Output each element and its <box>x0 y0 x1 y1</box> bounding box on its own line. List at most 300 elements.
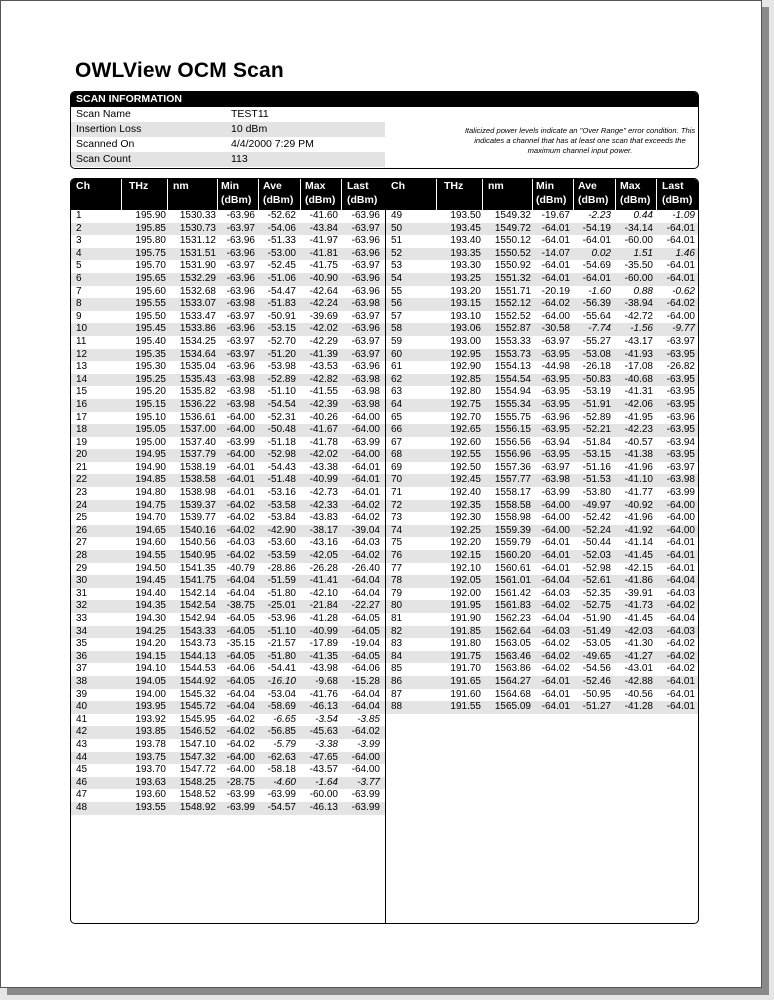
cell-max: -42.06 <box>624 398 653 410</box>
cell-thz: 193.15 <box>450 298 481 310</box>
cell-ch: 53 <box>391 260 403 272</box>
cell-min: -64.01 <box>226 474 255 486</box>
cell-ch: 83 <box>391 638 403 650</box>
cell-nm: 1547.10 <box>179 738 216 750</box>
cell-min: -64.02 <box>541 298 570 310</box>
table-row <box>71 537 385 550</box>
cell-nm: 1558.98 <box>494 512 531 524</box>
table-row <box>71 487 385 500</box>
table-row <box>71 449 385 462</box>
cell-ave: -51.18 <box>267 436 296 448</box>
cell-ch: 10 <box>76 323 88 335</box>
table-row <box>386 600 699 613</box>
cell-min: -64.02 <box>226 524 255 536</box>
cell-max: -41.77 <box>624 487 653 499</box>
table-row <box>386 613 699 626</box>
table-row <box>386 248 699 261</box>
cell-ch: 33 <box>76 613 88 624</box>
cell-thz: 195.80 <box>135 235 166 247</box>
cell-last: -64.02 <box>351 512 380 524</box>
cell-thz: 192.50 <box>450 461 481 473</box>
cell-thz: 191.90 <box>450 613 481 624</box>
table-row <box>71 223 385 236</box>
cell-last: -63.96 <box>666 411 695 423</box>
cell-min: -19.67 <box>541 210 570 221</box>
cell-min: -14.07 <box>541 247 570 259</box>
table-row <box>71 412 385 425</box>
cell-ave: -51.10 <box>267 386 296 398</box>
cell-ch: 37 <box>76 663 88 675</box>
cell-ave: -53.58 <box>267 499 296 511</box>
table-row <box>71 361 385 374</box>
table-row <box>71 298 385 311</box>
table-row <box>386 336 699 349</box>
cell-last: -63.95 <box>666 386 695 398</box>
cell-last: -63.99 <box>351 789 380 801</box>
cell-last: -64.02 <box>666 650 695 662</box>
cell-ch: 51 <box>391 235 403 247</box>
cell-ave: -54.56 <box>582 663 611 675</box>
table-row <box>71 273 385 286</box>
table-row <box>386 537 699 550</box>
cell-min: -20.19 <box>541 285 570 297</box>
cell-max: -35.50 <box>624 260 653 272</box>
cell-thz: 193.60 <box>135 789 166 801</box>
cell-last: -64.00 <box>351 764 380 776</box>
cell-min: -63.95 <box>541 424 570 436</box>
info-row-scan-count <box>71 152 385 167</box>
cell-thz: 191.75 <box>450 650 481 662</box>
column-header-thz: THz <box>444 180 464 192</box>
cell-ch: 42 <box>76 726 88 738</box>
cell-min: -64.01 <box>541 701 570 713</box>
cell-last: -63.97 <box>666 461 695 473</box>
cell-min: -64.01 <box>541 675 570 687</box>
cell-ave: -51.80 <box>267 650 296 662</box>
cell-thz: 192.70 <box>450 411 481 423</box>
cell-ch: 12 <box>76 348 88 360</box>
cell-thz: 194.50 <box>135 562 166 574</box>
cell-ch: 88 <box>391 701 403 713</box>
cell-last: -64.01 <box>351 487 380 499</box>
cell-max: -46.13 <box>309 801 338 813</box>
cell-last: -64.01 <box>666 537 695 549</box>
table-row <box>71 323 385 336</box>
cell-ch: 24 <box>76 499 88 511</box>
cell-min: -64.02 <box>541 638 570 650</box>
cell-thz: 193.95 <box>135 701 166 713</box>
cell-ave: -50.83 <box>582 373 611 385</box>
cell-ave: -58.18 <box>267 764 296 776</box>
cell-ave: -53.16 <box>267 487 296 499</box>
cell-max: -42.02 <box>309 449 338 461</box>
channel-column-left <box>71 179 385 815</box>
cell-ch: 21 <box>76 461 88 473</box>
cell-max: -41.41 <box>309 575 338 587</box>
cell-last: -3.85 <box>357 713 380 725</box>
cell-nm: 1557.77 <box>494 474 531 486</box>
cell-max: -38.17 <box>309 524 338 536</box>
scan-information-header: SCAN INFORMATION <box>71 92 698 107</box>
cell-thz: 194.05 <box>135 675 166 687</box>
cell-max: -41.96 <box>624 512 653 524</box>
column-unit-max: (dBm) <box>305 194 336 206</box>
cell-nm: 1552.87 <box>494 323 531 335</box>
cell-last: -63.98 <box>351 398 380 410</box>
cell-ave: -52.62 <box>267 210 296 221</box>
cell-max: -39.91 <box>624 587 653 599</box>
cell-last: -64.01 <box>666 701 695 713</box>
table-row <box>71 311 385 324</box>
cell-ave: -16.10 <box>267 675 296 687</box>
cell-max: -3.54 <box>315 713 338 725</box>
table-row <box>386 424 699 437</box>
cell-max: -3.38 <box>315 738 338 750</box>
cell-ch: 22 <box>76 474 88 486</box>
cell-thz: 192.00 <box>450 587 481 599</box>
column-header-thz: THz <box>129 180 149 192</box>
cell-min: -64.00 <box>226 764 255 776</box>
cell-min: -64.00 <box>541 499 570 511</box>
cell-thz: 194.65 <box>135 524 166 536</box>
table-row <box>386 437 699 450</box>
cell-min: -64.05 <box>226 625 255 637</box>
cell-ch: 41 <box>76 713 88 725</box>
cell-ave: -51.84 <box>582 436 611 448</box>
cell-last: -64.03 <box>666 587 695 599</box>
cell-nm: 1541.75 <box>179 575 216 587</box>
cell-max: -41.76 <box>309 688 338 700</box>
header-separator <box>436 179 437 210</box>
cell-ave: -56.39 <box>582 298 611 310</box>
cell-last: -63.96 <box>351 272 380 284</box>
table-row <box>386 449 699 462</box>
cell-thz: 194.40 <box>135 587 166 599</box>
cell-max: -41.95 <box>624 411 653 423</box>
info-label: Scan Count <box>76 153 131 165</box>
info-value: TEST11 <box>231 108 269 120</box>
cell-thz: 192.65 <box>450 424 481 436</box>
cell-min: -64.05 <box>226 613 255 624</box>
cell-last: -64.00 <box>666 499 695 511</box>
table-row <box>71 462 385 475</box>
table-row <box>71 374 385 387</box>
column-unit-min: (dBm) <box>536 194 567 206</box>
info-label: Insertion Loss <box>76 123 142 135</box>
cell-max: 0.88 <box>633 285 653 297</box>
cell-ch: 80 <box>391 600 403 612</box>
cell-ave: -54.41 <box>267 663 296 675</box>
column-unit-min: (dBm) <box>221 194 252 206</box>
cell-ch: 55 <box>391 285 403 297</box>
cell-thz: 195.00 <box>135 436 166 448</box>
cell-ch: 65 <box>391 411 403 423</box>
cell-thz: 192.95 <box>450 348 481 360</box>
cell-ch: 6 <box>76 272 82 284</box>
cell-ch: 13 <box>76 361 88 373</box>
table-row <box>71 638 385 651</box>
cell-thz: 195.15 <box>135 398 166 410</box>
cell-max: -17.89 <box>309 638 338 650</box>
cell-ave: -55.64 <box>582 310 611 322</box>
cell-last: -63.96 <box>351 235 380 247</box>
cell-nm: 1540.56 <box>179 537 216 549</box>
cell-ave: -53.60 <box>267 537 296 549</box>
table-row <box>71 210 385 223</box>
cell-ch: 81 <box>391 613 403 624</box>
cell-ch: 78 <box>391 575 403 587</box>
cell-max: -42.33 <box>309 499 338 511</box>
table-row <box>71 437 385 450</box>
cell-last: -64.01 <box>666 260 695 272</box>
cell-ave: -54.47 <box>267 285 296 297</box>
cell-last: -63.96 <box>351 210 380 221</box>
cell-max: -40.56 <box>624 688 653 700</box>
cell-max: -41.92 <box>624 524 653 536</box>
cell-nm: 1563.86 <box>494 663 531 675</box>
column-header-ave: Ave <box>578 180 597 192</box>
cell-ch: 60 <box>391 348 403 360</box>
cell-thz: 195.65 <box>135 272 166 284</box>
cell-last: -63.94 <box>666 436 695 448</box>
table-row <box>386 701 699 714</box>
table-row <box>386 563 699 576</box>
cell-min: -63.96 <box>226 210 255 221</box>
cell-ave: -53.84 <box>267 512 296 524</box>
table-row <box>386 588 699 601</box>
cell-max: -26.28 <box>309 562 338 574</box>
cell-ave: -51.48 <box>267 474 296 486</box>
cell-max: -42.82 <box>309 373 338 385</box>
cell-last: -63.98 <box>351 386 380 398</box>
cell-thz: 193.63 <box>135 776 166 788</box>
cell-min: -64.04 <box>541 613 570 624</box>
cell-min: -64.01 <box>541 562 570 574</box>
cell-last: -64.03 <box>351 537 380 549</box>
table-row <box>71 260 385 273</box>
cell-ch: 54 <box>391 272 403 284</box>
table-row <box>386 412 699 425</box>
cell-nm: 1531.51 <box>179 247 216 259</box>
cell-ave: -1.60 <box>588 285 611 297</box>
cell-nm: 1539.77 <box>179 512 216 524</box>
cell-min: -28.75 <box>226 776 255 788</box>
header-separator <box>615 179 616 210</box>
cell-min: -63.98 <box>226 398 255 410</box>
cell-min: -63.97 <box>226 310 255 322</box>
cell-min: -64.01 <box>541 537 570 549</box>
cell-ave: -51.49 <box>582 625 611 637</box>
cell-nm: 1535.82 <box>179 386 216 398</box>
cell-ave: -53.15 <box>267 323 296 335</box>
cell-last: -64.00 <box>351 411 380 423</box>
cell-nm: 1545.95 <box>179 713 216 725</box>
cell-nm: 1530.73 <box>179 222 216 234</box>
cell-ch: 35 <box>76 638 88 650</box>
cell-min: -64.05 <box>226 650 255 662</box>
cell-nm: 1559.39 <box>494 524 531 536</box>
cell-ch: 50 <box>391 222 403 234</box>
cell-min: -64.04 <box>541 575 570 587</box>
cell-thz: 192.15 <box>450 550 481 562</box>
cell-last: -63.97 <box>666 335 695 347</box>
cell-max: -41.28 <box>309 613 338 624</box>
cell-ave: -54.69 <box>582 260 611 272</box>
cell-max: -40.92 <box>624 499 653 511</box>
cell-nm: 1542.54 <box>179 600 216 612</box>
cell-nm: 1536.61 <box>179 411 216 423</box>
info-label: Scan Name <box>76 108 131 120</box>
cell-last: -64.01 <box>666 235 695 247</box>
table-row <box>71 689 385 702</box>
cell-ch: 2 <box>76 222 82 234</box>
table-row <box>386 210 699 223</box>
cell-nm: 1565.09 <box>494 701 531 713</box>
cell-thz: 193.92 <box>135 713 166 725</box>
cell-ch: 69 <box>391 461 403 473</box>
table-row <box>386 323 699 336</box>
cell-last: -63.95 <box>666 449 695 461</box>
cell-nm: 1531.90 <box>179 260 216 272</box>
cell-last: -64.01 <box>666 272 695 284</box>
cell-thz: 193.50 <box>450 210 481 221</box>
cell-ch: 84 <box>391 650 403 662</box>
cell-thz: 192.75 <box>450 398 481 410</box>
cell-ave: -6.65 <box>273 713 296 725</box>
cell-min: -64.00 <box>226 751 255 763</box>
cell-ave: -52.31 <box>267 411 296 423</box>
cell-min: -35.15 <box>226 638 255 650</box>
cell-max: -41.67 <box>309 424 338 436</box>
cell-last: -64.04 <box>351 587 380 599</box>
cell-ch: 67 <box>391 436 403 448</box>
cell-min: -64.02 <box>541 663 570 675</box>
cell-ch: 85 <box>391 663 403 675</box>
cell-last: -63.97 <box>351 260 380 272</box>
cell-min: -64.00 <box>226 411 255 423</box>
cell-ave: -4.60 <box>273 776 296 788</box>
cell-last: -26.82 <box>666 361 695 373</box>
cell-ave: -53.05 <box>582 638 611 650</box>
cell-ch: 68 <box>391 449 403 461</box>
table-row <box>386 273 699 286</box>
cell-nm: 1535.43 <box>179 373 216 385</box>
table-row <box>71 676 385 689</box>
cell-nm: 1558.58 <box>494 499 531 511</box>
cell-ch: 38 <box>76 675 88 687</box>
cell-max: -41.55 <box>309 386 338 398</box>
cell-min: -64.01 <box>541 222 570 234</box>
cell-min: -63.99 <box>226 801 255 813</box>
cell-thz: 195.90 <box>135 210 166 221</box>
cell-min: -63.95 <box>541 398 570 410</box>
cell-thz: 194.80 <box>135 487 166 499</box>
cell-last: -64.04 <box>351 688 380 700</box>
cell-thz: 194.10 <box>135 663 166 675</box>
cell-max: 0.44 <box>633 210 653 221</box>
table-row <box>386 512 699 525</box>
cell-nm: 1560.61 <box>494 562 531 574</box>
table-row <box>71 525 385 538</box>
cell-nm: 1564.68 <box>494 688 531 700</box>
cell-ch: 39 <box>76 688 88 700</box>
cell-ch: 15 <box>76 386 88 398</box>
cell-last: -63.95 <box>666 398 695 410</box>
cell-min: -64.01 <box>541 688 570 700</box>
cell-last: -63.97 <box>351 348 380 360</box>
cell-min: -64.04 <box>226 587 255 599</box>
cell-max: -41.97 <box>309 235 338 247</box>
cell-max: -41.60 <box>309 210 338 221</box>
cell-ave: -51.53 <box>582 474 611 486</box>
cell-min: -64.00 <box>541 310 570 322</box>
cell-ch: 45 <box>76 764 88 776</box>
cell-last: -22.27 <box>351 600 380 612</box>
table-row <box>386 474 699 487</box>
table-row <box>71 752 385 765</box>
cell-ave: -54.06 <box>267 222 296 234</box>
cell-ave: -51.10 <box>267 625 296 637</box>
cell-max: -41.28 <box>624 701 653 713</box>
table-row <box>71 764 385 777</box>
cell-ave: -52.35 <box>582 587 611 599</box>
cell-thz: 194.25 <box>135 625 166 637</box>
cell-nm: 1544.53 <box>179 663 216 675</box>
cell-ave: -52.03 <box>582 550 611 562</box>
table-row <box>71 248 385 261</box>
cell-nm: 1541.35 <box>179 562 216 574</box>
cell-last: -63.96 <box>351 361 380 373</box>
table-row <box>71 500 385 513</box>
cell-ch: 48 <box>76 801 88 813</box>
cell-thz: 193.10 <box>450 310 481 322</box>
table-row <box>71 802 385 815</box>
cell-min: -63.99 <box>226 436 255 448</box>
table-row <box>71 550 385 563</box>
cell-ch: 40 <box>76 701 88 713</box>
cell-max: -43.01 <box>624 663 653 675</box>
cell-thz: 195.20 <box>135 386 166 398</box>
table-row <box>71 235 385 248</box>
cell-max: -41.39 <box>309 348 338 360</box>
cell-ave: -5.79 <box>273 738 296 750</box>
header-separator <box>121 179 122 210</box>
cell-ave: -54.57 <box>267 801 296 813</box>
cell-ave: -25.01 <box>267 600 296 612</box>
column-header-ch: Ch <box>76 180 90 192</box>
header-separator <box>482 179 483 210</box>
cell-nm: 1533.86 <box>179 323 216 335</box>
cell-nm: 1556.15 <box>494 424 531 436</box>
cell-max: -60.00 <box>624 272 653 284</box>
table-row <box>386 663 699 676</box>
cell-last: -63.98 <box>666 474 695 486</box>
cell-ch: 64 <box>391 398 403 410</box>
cell-ch: 58 <box>391 323 403 335</box>
cell-nm: 1561.42 <box>494 587 531 599</box>
cell-max: -60.00 <box>309 789 338 801</box>
cell-ch: 32 <box>76 600 88 612</box>
table-row <box>71 613 385 626</box>
header-separator <box>217 179 218 210</box>
cell-last: -64.00 <box>351 424 380 436</box>
column-header-nm: nm <box>488 180 504 192</box>
cell-nm: 1544.13 <box>179 650 216 662</box>
cell-ave: -52.45 <box>267 260 296 272</box>
cell-thz: 192.55 <box>450 449 481 461</box>
header-separator <box>656 179 657 210</box>
cell-max: -41.73 <box>624 600 653 612</box>
